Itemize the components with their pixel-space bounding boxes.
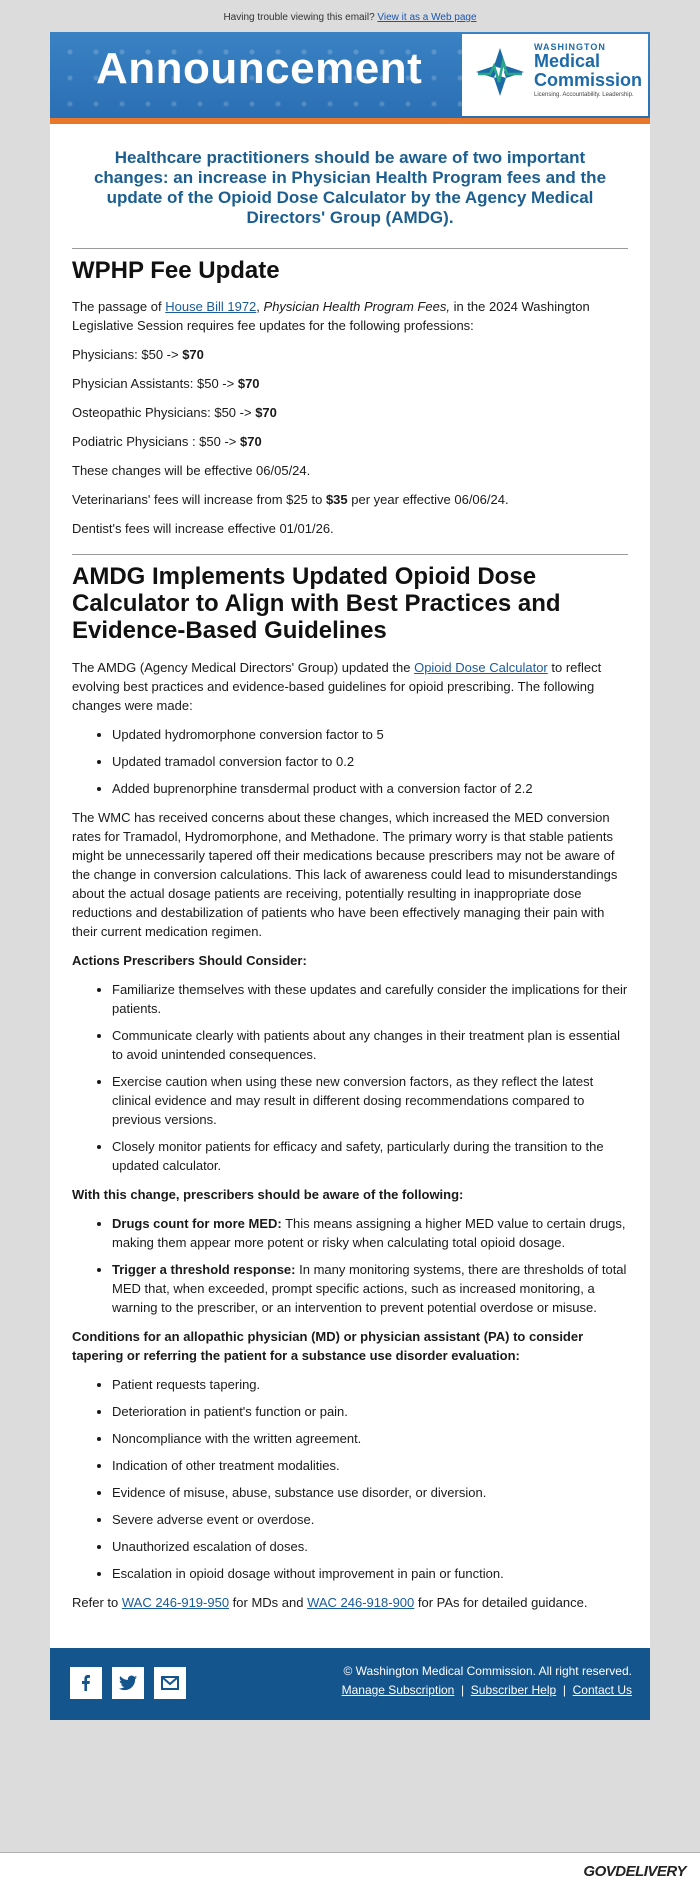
concerns-paragraph: The WMC has received concerns about these changes, which increased the MED conversion rates for Tramadol, Hydromorphone, and Methadone. The primary worry is that stable patients might be unnecessarily tapered off their medications because prescribers may not be aware of the change in conversion calculations. This lack of awareness could lead to misunderstandings about the actual dosage patients are receiving, potentially resulting in inappropriate dose reductions and destabilization of patients who have been effectively managing their pain with their current medication regimen. (72, 810, 618, 939)
web-page-link[interactable]: View it as a Web page (377, 12, 477, 23)
conditions-list (72, 1375, 628, 1583)
footer-text (342, 1662, 632, 1700)
bottom-bar (0, 1853, 700, 1889)
wmc-logo (462, 34, 648, 116)
banner-title: Announcement (96, 44, 423, 93)
list-item: • Updated hydromorphone conversion factor to 5 (112, 725, 628, 744)
fee-item: Physician Assistants: $50 -> $70 (72, 376, 260, 391)
actions-list (72, 980, 628, 1175)
list-item: • Familiarize themselves with these updates and carefully consider the implications for their patients. (112, 980, 628, 1018)
divider (72, 554, 628, 555)
main-content (50, 124, 650, 1632)
wmc-logo-icon (474, 46, 526, 98)
logo-tagline: Licensing. Accountability. Leadership. (534, 92, 634, 98)
wphp-title: WPHP Fee Update (72, 257, 280, 284)
actions-title: Actions Prescribers Should Consider: (72, 953, 307, 968)
email-body (50, 32, 650, 1720)
logo-line2: Medical (534, 51, 601, 71)
contact-us-link[interactable]: Contact Us (572, 1683, 632, 1697)
list-item: • Indication of other treatment modalities. (112, 1456, 628, 1475)
refer-paragraph: Refer to WAC 246-919-950 for MDs and WAC 246-918-900 for PAs for detailed guidance. (72, 1595, 588, 1610)
manage-subscription-link[interactable]: Manage Subscription (341, 1683, 455, 1697)
list-item: • Severe adverse event or overdose. (112, 1510, 628, 1529)
footer-links (342, 1681, 632, 1700)
logo-line1: WASHINGTON (534, 42, 606, 52)
list-item: • Deterioration in patient's function or pain. (112, 1402, 628, 1421)
footer (50, 1648, 650, 1720)
list-item: • Noncompliance with the written agreement. (112, 1429, 628, 1448)
list-item: • Exercise caution when using these new conversion factors, as they reflect the latest clinical evidence and may result in different dosing recommendations compared to previous versions. (112, 1072, 628, 1129)
amdg-title: AMDG Implements Updated Opioid Dose Calculator to Align with Best Practices and Evidence-Based Guidelines (72, 563, 561, 644)
list-item: • Escalation in opioid dosage without improvement in pain or function. (112, 1564, 628, 1583)
list-item: • Patient requests tapering. (112, 1375, 628, 1394)
twitter-icon[interactable] (112, 1667, 144, 1699)
vet-fee: Veterinarians' fees will increase from $25 to $35 per year effective 06/06/24. (72, 492, 509, 507)
amdg-intro: The AMDG (Agency Medical Directors' Group) updated the Opioid Dose Calculator to reflect evolving best practices and evidence-based guidelines for opioid prescribing. The following changes were made: (72, 660, 602, 713)
govdelivery-logo[interactable]: GOVDELIVERY (583, 1863, 686, 1880)
aware-title: With this change, prescribers should be aware of the following: (72, 1187, 464, 1202)
headline: Healthcare practitioners should be aware of two important changes: an increase in Physician Health Program fees and the update of the Opioid Dose Calculator by the Agency Medical Directors' Group (AMDG). (93, 148, 607, 227)
separator: | (461, 1683, 465, 1697)
email-icon[interactable] (154, 1667, 186, 1699)
opioid-calculator-link[interactable]: Opioid Dose Calculator (414, 660, 548, 675)
social-links (70, 1667, 186, 1699)
list-item: • Closely monitor patients for efficacy and safety, particularly during the transition to the updated calculator. (112, 1137, 628, 1175)
wac-918-900-link[interactable]: WAC 246-918-900 (307, 1595, 415, 1610)
fee-item: Osteopathic Physicians: $50 -> $70 (72, 405, 277, 420)
divider (72, 248, 628, 249)
preheader (0, 0, 700, 30)
conditions-title: Conditions for an allopathic physician (MD) or physician assistant (PA) to consider tapering or referring the patient for a substance use disorder evaluation: (72, 1329, 584, 1363)
house-bill-link[interactable]: House Bill 1972 (165, 299, 257, 314)
effective-date: These changes will be effective 06/05/24. (72, 463, 311, 478)
changes-list (72, 725, 628, 798)
copyright: © Washington Medical Commission. All right reserved. (343, 1664, 632, 1678)
logo-line3: Commission (534, 70, 643, 90)
banner (50, 32, 650, 118)
list-item: • Added buprenorphine transdermal product with a conversion factor of 2.2 (112, 779, 628, 798)
aware-list (72, 1214, 628, 1317)
fee-item: Physicians: $50 -> $70 (72, 347, 204, 362)
separator: | (562, 1683, 566, 1697)
list-item: • Evidence of misuse, abuse, substance use disorder, or diversion. (112, 1483, 628, 1502)
list-item: • Trigger a threshold response: In many monitoring systems, there are thresholds of total MED that, when exceeded, prompt specific actions, such as increased monitoring, a warning to the prescriber, or an intervention to prevent potential overdose or misuse. (112, 1260, 628, 1317)
list-item: • Updated tramadol conversion factor to 0.2 (112, 752, 628, 771)
wac-919-950-link[interactable]: WAC 246-919-950 (121, 1595, 230, 1610)
fee-item: Podiatric Physicians : $50 -> $70 (72, 434, 262, 449)
list-item: • Drugs count for more MED: This means assigning a higher MED value to certain drugs, making them appear more potent or risky when calculating total opioid dosage. (112, 1214, 628, 1252)
dentist-fee: Dentist's fees will increase effective 01/01/26. (72, 521, 334, 536)
wphp-intro: The passage of House Bill 1972, Physician Health Program Fees, in the 2024 Washington Legislative Session requires fee updates for the following professions: (72, 299, 590, 333)
subscriber-help-link[interactable]: Subscriber Help (470, 1683, 557, 1697)
facebook-icon[interactable] (70, 1667, 102, 1699)
list-item: • Unauthorized escalation of doses. (112, 1537, 628, 1556)
list-item: • Communicate clearly with patients about any changes in their treatment plan is essential to avoid unintended consequences. (112, 1026, 628, 1064)
preheader-text: Having trouble viewing this email? (223, 12, 375, 23)
